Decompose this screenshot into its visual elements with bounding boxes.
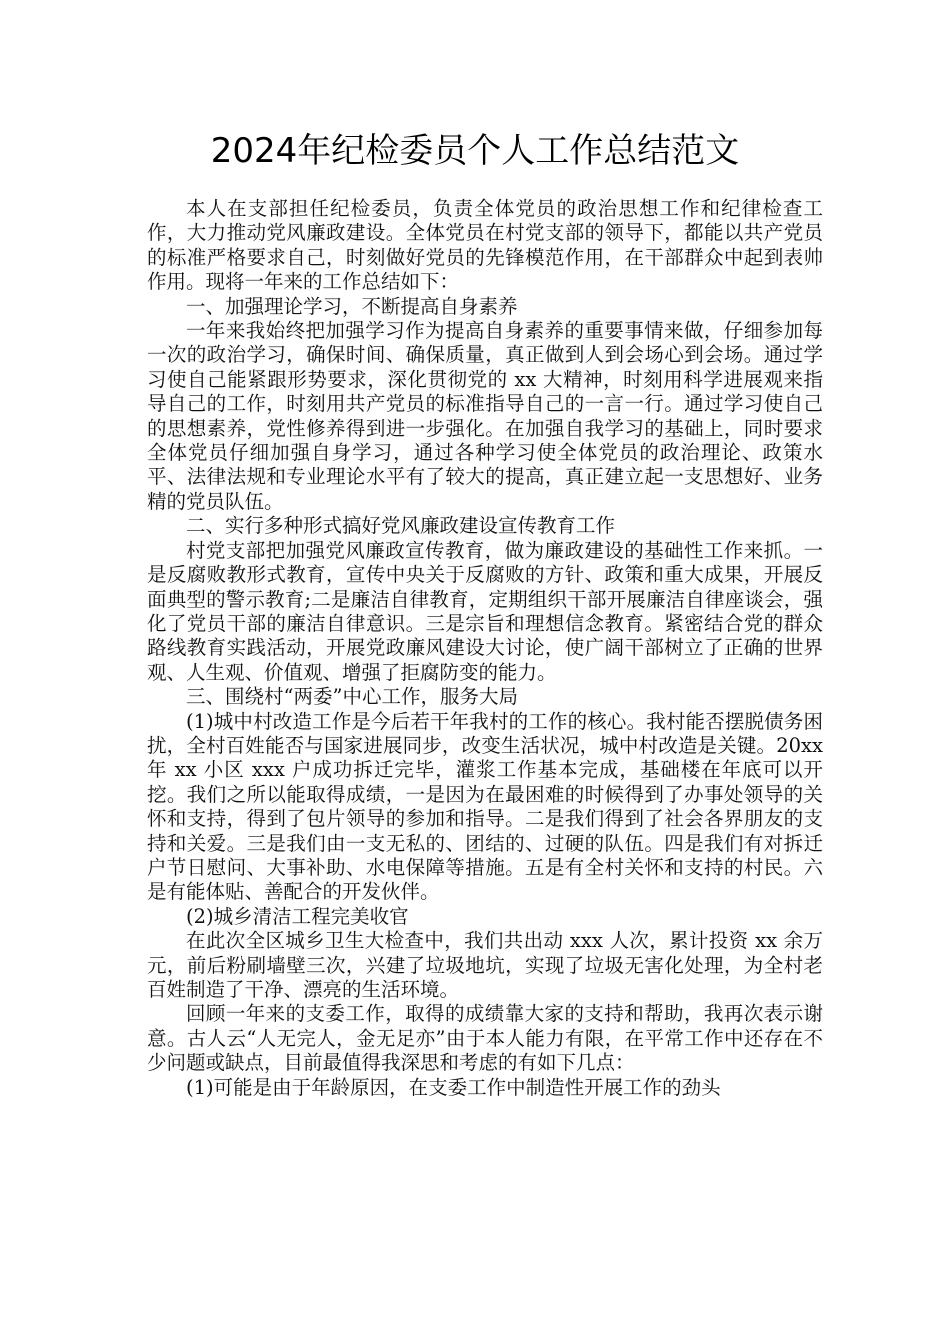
section-heading-1: 一、加强理论学习，不断提高自身素养 <box>186 294 518 318</box>
section-3-item-2-heading: (2)城乡清洁工程完美收官 <box>186 904 409 928</box>
section-1-paragraph: 一年来我始终把加强学习作为提高自身素养的重要事情来做，仔细参加每一次的政治学习，确保时间、确保质量，真正做到人到会场心到会场。通过学习使自己能紧跟形势要求，深化贯彻党的 xx 大精神，时刻用科学进展观来指导自己的工作，时刻用共产党员的标准指导自己的一言一行。通过学习使自己的思想素养，党性修养得到进一步强化。在加强自我学习的基础上，同时要求全体党员仔细加强自身学习，通过各种学习使全体党员的政治理论、政策水平、法律法规和专业理论水平有了较大的提高，真正建立起一支思想好、业务精的党员队伍。 <box>147 319 823 513</box>
document-title: 2024年纪检委员个人工作总结范文 <box>210 131 740 171</box>
document-body <box>147 197 823 1100</box>
intro-paragraph: 本人在支部担任纪检委员，负责全体党员的政治思想工作和纪律检查工作，大力推动党风廉政建设。全体党员在村党支部的领导下，都能以共产党员的标准严格要求自己，时刻做好党员的先锋模范作用，在干部群众中起到表帅作用。现将一年来的工作总结如下： <box>147 197 823 294</box>
section-3-item-2-paragraph: 在此次全区城乡卫生大检查中，我们共出动 xxx 人次，累计投资 xx 余万元，前后粉刷墙壁三次，兴建了垃圾地坑，实现了垃圾无害化处理，为全村老百姓制造了干净、漂亮的生活环境。 <box>147 929 823 1001</box>
review-paragraph: 回顾一年来的支委工作，取得的成绩靠大家的支持和帮助，我再次表示谢意。古人云“人无完人，金无足亦”由于本人能力有限，在平常工作中还存在不少问题或缺点，目前最值得我深思和考虑的有如下几点： <box>147 1002 823 1075</box>
section-3-item-1-paragraph: (1)城中村改造工作是今后若干年我村的工作的核心。我村能否摆脱债务困扰，全村百姓能否与国家进展同步，改变生活状况，城中村改造是关键。20xx 年 xx 小区 xxx 户成功拆迁完毕，灌浆工作基本完成，基础楼在年底可以开挖。我们之所以能取得成绩，一是因为在最困难的时候得到了办事处领导的关怀和支持，得到了包片领导的参加和指导。二是我们得到了社会各界朋友的支持和关爱。三是我们由一支无私的、团结的、过硬的队伍。四是我们有对拆迁户节日慰问、大事补助、水电保障等措施。五是有全村关怀和支持的村民。六是有能体贴、善配合的开发伙伴。 <box>147 709 823 904</box>
section-heading-3: 三、围绕村“两委”中心工作，服务大局 <box>186 685 518 709</box>
section-heading-2: 二、实行多种形式搞好党风廉政建设宣传教育工作 <box>186 514 616 538</box>
section-2-paragraph: 村党支部把加强党风廉政宣传教育，做为廉政建设的基础性工作来抓。一是反腐败教形式教育，宣传中央关于反腐败的方针、政策和重大成果，开展反面典型的警示教育;二是廉洁自律教育，定期组织干部开展廉洁自律座谈会，强化了党员干部的廉洁自律意识。三是宗旨和理想信念教育。紧密结合党的群众路线教育实践活动，开展党政廉风建设大讨论，使广阔干部树立了正确的世界观、人生观、价值观、增强了拒腐防变的能力。 <box>147 538 823 684</box>
shortcoming-item-1-paragraph: (1)可能是由于年龄原因，在支委工作中制造性开展工作的劲头 <box>186 1075 721 1099</box>
